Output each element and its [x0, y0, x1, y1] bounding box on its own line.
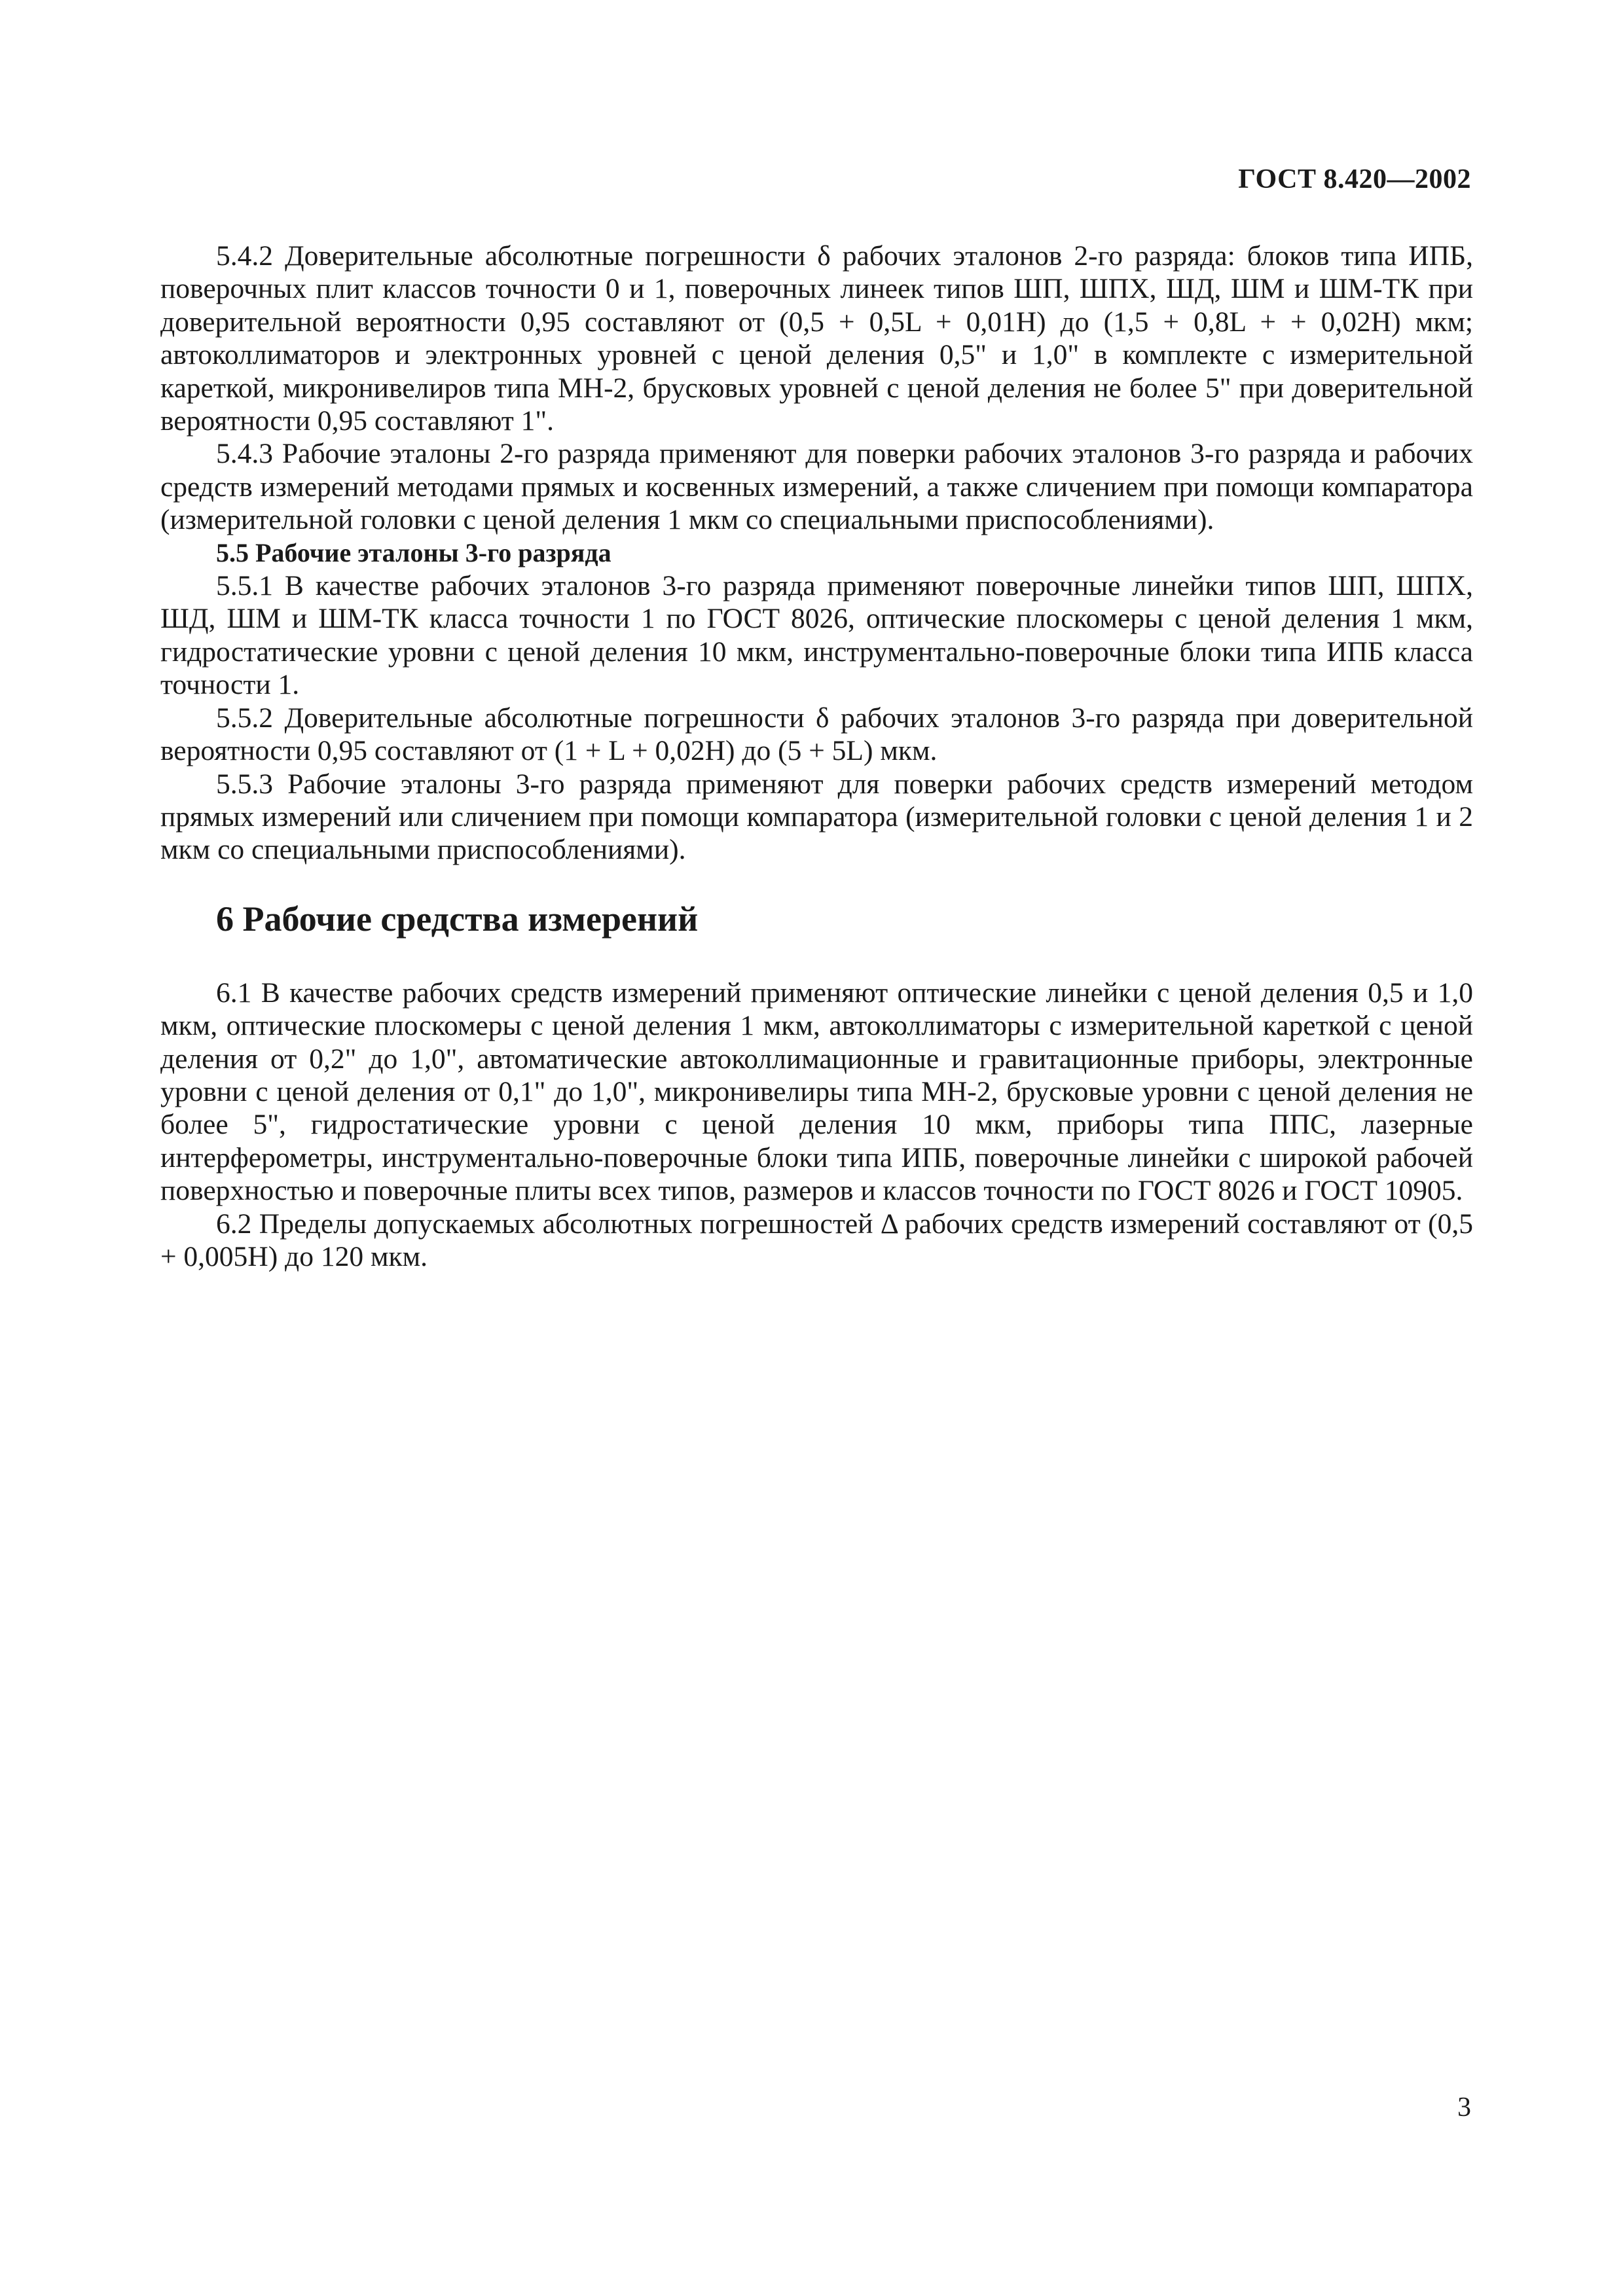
paragraph-5-5-3: 5.5.3 Рабочие эталоны 3-го разряда применяют для поверки рабочих средств измерений методом прямых измерений или сличением при помощи компаратора (измерительной головки с ценой деления 1 и 2 мкм со специальными приспособлениями). — [160, 768, 1473, 866]
paragraph-5-4-3: 5.4.3 Рабочие эталоны 2-го разряда применяют для поверки рабочих эталонов 3-го разряда и рабочих средств измерений методами прямых и косвенных измерений, а также сличением при помощи компаратора (измерительной головки с ценой деления 1 мкм со специальными приспособлениями). — [160, 438, 1473, 536]
document-header: ГОСТ 8.420—2002 — [1238, 164, 1471, 194]
paragraph-5-4-2: 5.4.2 Доверительные абсолютные погрешности δ рабочих эталонов 2-го разряда: блоков типа ИПБ, поверочных плит классов точности 0 и 1, поверочных линеек типов ШП, ШПХ, ШД, ШМ и ШМ-ТК при доверительной вероятности 0,95 составляют от (0,5 + 0,5L + 0,01H) до (1,5 + 0,8L + + 0,02H) мкм; автоколлиматоров и электронных уровней с ценой деления 0,5" и 1,0" в комплекте с измерительной кареткой, микронивелиров типа МН-2, брусковых уровней с ценой деления не более 5" при доверительной вероятности 0,95 составляют 1". — [160, 240, 1473, 437]
paragraph-6-2: 6.2 Пределы допускаемых абсолютных погрешностей Δ рабочих средств измерений составляют от (0,5 + 0,005H) до 120 мкм. — [160, 1208, 1473, 1272]
paragraph-5-5-2: 5.5.2 Доверительные абсолютные погрешности δ рабочих эталонов 3-го разряда при доверительной вероятности 0,95 составляют от (1 + L + 0,02H) до (5 + 5L) мкм. — [160, 702, 1473, 767]
section-heading-6: 6 Рабочие средства измерений — [216, 899, 699, 939]
paragraph-5-5-1: 5.5.1 В качестве рабочих эталонов 3-го разряда применяют поверочные линейки типов ШП, ШПХ, ШД, ШМ и ШМ-ТК класса точности 1 по ГОСТ 8026, оптические плоскомеры с ценой деления 1 мкм, гидростатические уровни с ценой деления 10 мкм, инструментально-поверочные блоки типа ИПБ класса точности 1. — [160, 570, 1473, 701]
document-body — [160, 240, 1473, 1273]
page-number: 3 — [1457, 2092, 1471, 2123]
paragraph-6-1: 6.1 В качестве рабочих средств измерений применяют оптические линейки с ценой деления 0,5 и 1,0 мкм, оптические плоскомеры с ценой деления 1 мкм, автоколлиматоры с измерительной кареткой с ценой деления от 0,2" до 1,0", автоматические автоколлимационные и гравитационные приборы, электронные уровни с ценой деления от 0,1" до 1,0", микронивелиры типа МН-2, брусковые уровни с ценой деления не более 5", гидростатические уровни с ценой деления 10 мкм, приборы типа ППС, лазерные интерферометры, инструментально-поверочные блоки типа ИПБ, поверочные линейки с широкой рабочей поверхностью и поверочные плиты всех типов, размеров и классов точности по ГОСТ 8026 и ГОСТ 10905. — [160, 977, 1473, 1207]
subsection-heading-5-5: 5.5 Рабочие эталоны 3-го разряда — [216, 537, 611, 567]
